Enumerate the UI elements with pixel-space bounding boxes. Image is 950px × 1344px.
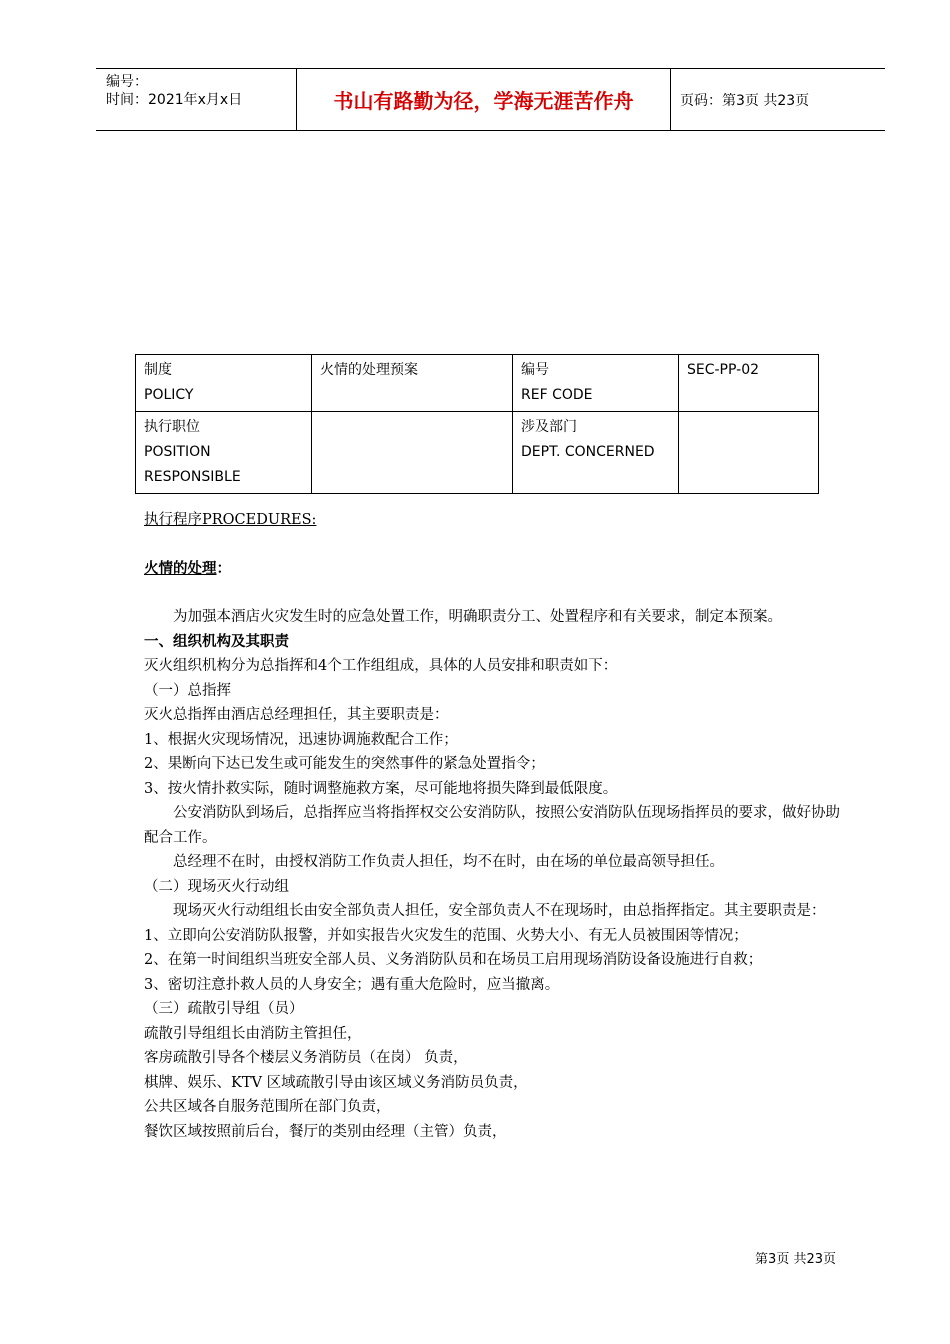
position-value: [312, 412, 513, 494]
policy-label-cell: [136, 355, 312, 412]
sub-3-title: （三）疏散引导组（员）: [144, 1001, 304, 1017]
sub-2-title: （二）现场灭火行动组: [144, 878, 289, 895]
policy-label-en: POLICY: [144, 387, 194, 403]
dept-label-cell: [513, 412, 679, 494]
dept-label-en: DEPT. CONCERNED: [521, 444, 655, 460]
document-body: [144, 508, 844, 1144]
sub-3-line-2: 客房疏散引导各个楼层义务消防员（在岗） 负责，: [144, 1050, 468, 1066]
sub-2-item-1: 1、立即向公安消防队报警，并如实报告火灾发生的范围、火势大小、有无人员被围困等情况；: [144, 927, 748, 944]
spacer: [144, 581, 844, 605]
sub-1-title: （一）总指挥: [144, 682, 231, 699]
number-label: 编号：: [106, 74, 148, 90]
sub-2-desc: 现场灭火行动组组长由安全部负责人担任，安全部负责人不在现场时，由总指挥指定。其主要职责是：: [173, 903, 826, 919]
position-label-en2: RESPONSIBLE: [144, 469, 241, 485]
sub-1-paragraph-2: 总经理不在时，由授权消防工作负责人担任，均不在时，由在场的单位最高领导担任。: [173, 854, 724, 870]
ref-value: SEC-PP-02: [679, 355, 819, 412]
ref-label-cn: 编号: [521, 362, 549, 378]
dept-value: [679, 412, 819, 494]
dept-label-cn: 涉及部门: [521, 419, 577, 435]
policy-label-cn: 制度: [144, 362, 172, 378]
header-meta: [96, 69, 297, 130]
header-motto: 书山有路勤为径，学海无涯苦作舟: [297, 69, 671, 130]
position-label-cell: [136, 412, 312, 494]
sub-1-item-3: 3、按火情扑救实际，随时调整施救方案，尽可能地将损失降到最低限度。: [144, 780, 618, 797]
position-label-en1: POSITION: [144, 444, 211, 460]
header-page-info: 页码：第3页 共23页: [680, 92, 810, 109]
fire-heading-text: 火情的处理: [144, 559, 217, 577]
section-1-desc: 灭火组织机构分为总指挥和4个工作组组成，具体的人员安排和职责如下：: [144, 658, 618, 674]
sub-3-line-4: 公共区域各自服务范围所在部门负责，: [144, 1099, 391, 1115]
page-footer: 第3页 共23页: [755, 1252, 836, 1267]
position-row: [136, 412, 819, 494]
ref-label-en: REF CODE: [521, 387, 593, 403]
sub-2-item-2: 2、在第一时间组织当班安全部人员、义务消防队员和在场员工启用现场消防设备设施进行自救；: [144, 952, 763, 968]
sub-3-line-3: 棋牌、娱乐、KTV 区域疏散引导由该区域义务消防员负责，: [144, 1074, 528, 1091]
sub-2-item-3: 3、密切注意扑救人员的人身安全；遇有重大危险时，应当撤离。: [144, 976, 560, 993]
sub-1-desc: 灭火总指挥由酒店总经理担任，其主要职责是：: [144, 707, 449, 723]
ref-label-cell: [513, 355, 679, 412]
fire-heading: [144, 557, 844, 582]
procedures-heading: 执行程序PROCEDURES:: [144, 512, 317, 528]
policy-value: 火情的处理预案: [312, 355, 513, 412]
intro-paragraph: 为加强本酒店火灾发生时的应急处置工作，明确职责分工、处置程序和有关要求，制定本预案。: [173, 609, 782, 625]
time-label: 时间：2021年x月x日: [106, 92, 243, 108]
sub-3-line-1: 疏散引导组组长由消防主管担任，: [144, 1025, 362, 1042]
policy-row: [136, 355, 819, 412]
section-1-title: 一、组织机构及其职责: [144, 632, 289, 650]
policy-table: [135, 354, 819, 494]
sub-1-paragraph-1: 公安消防队到场后，总指挥应当将指挥权交公安消防队，按照公安消防队伍现场指挥员的要求，做好协助配合工作。: [144, 805, 840, 846]
position-label-cn: 执行职位: [144, 419, 200, 435]
sub-1-item-1: 1、根据火灾现场情况，迅速协调施救配合工作；: [144, 731, 458, 748]
fire-heading-colon: ：: [216, 559, 231, 577]
page-header: [96, 68, 885, 131]
sub-3-line-5: 餐饮区域按照前后台，餐厅的类别由经理（主管）负责，: [144, 1123, 507, 1140]
sub-1-item-2: 2、果断向下达已发生或可能发生的突然事件的紧急处置指令；: [144, 756, 545, 772]
